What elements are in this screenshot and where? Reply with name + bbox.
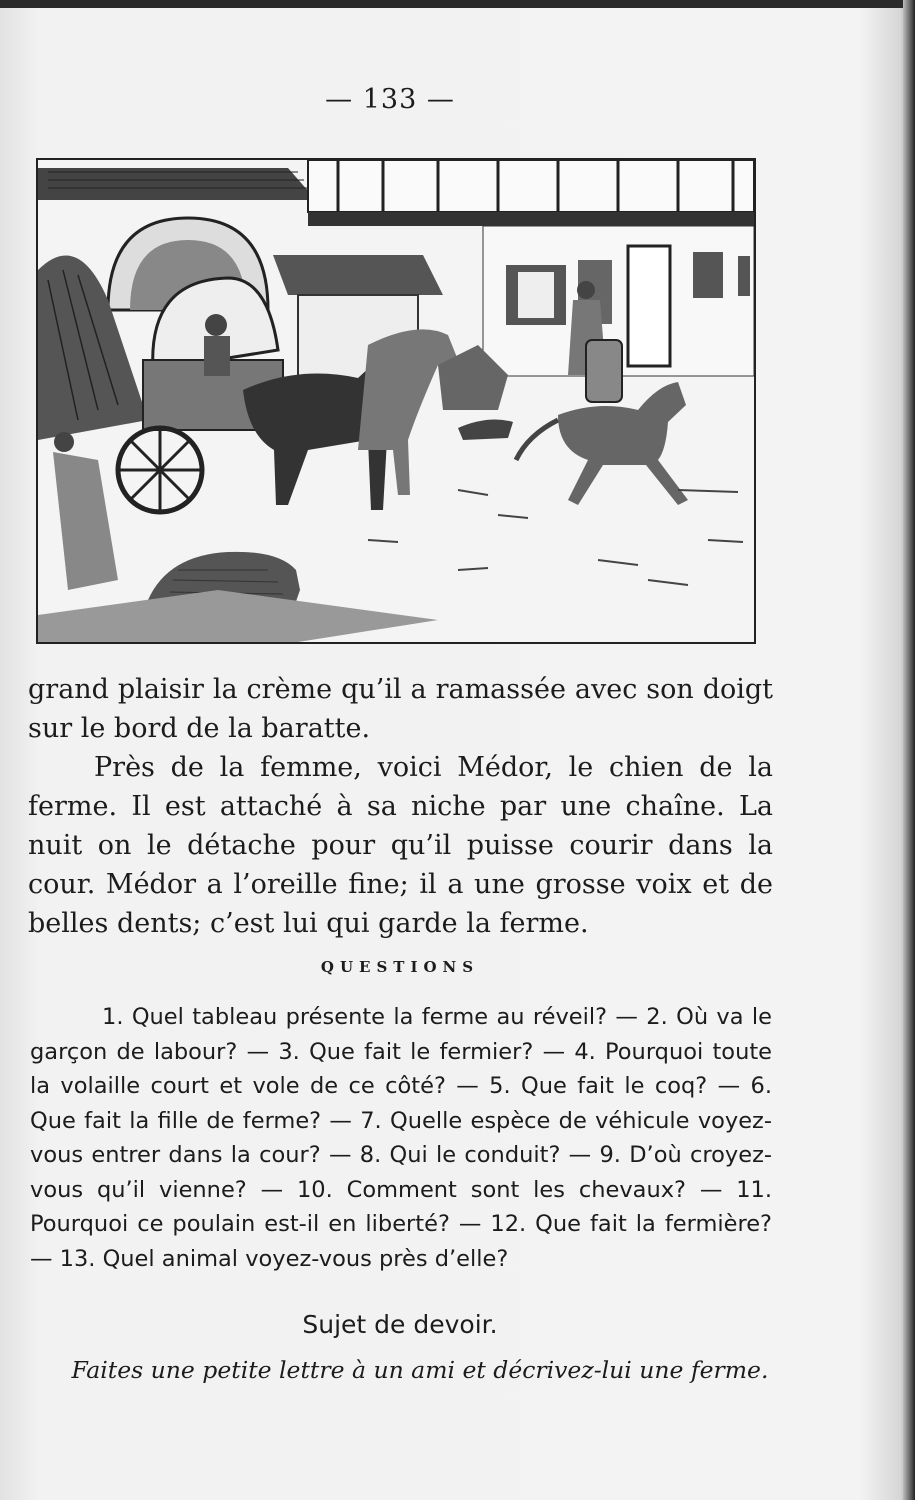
questions-heading: QUESTIONS [320,958,480,976]
farm-courtyard-illustration [36,158,756,644]
paragraph-crème: grand plaisir la crème qu’il a ramassée avec son doigt sur le bord de la baratte. [28,674,773,744]
assignment-title: Sujet de devoir. [302,1310,498,1339]
paragraph-medor: Près de la femme, voici Médor, le chien de la ferme. Il est attaché à sa niche par une chaîne. La nuit on le détache pour qu’il puisse courir dans la cour. Médor a l’oreille fine; il a une grosse voix et de belles dents; c’est lui qui garde la ferme. [28,752,773,939]
page-top-edge [0,0,915,8]
page-binding-shadow [903,0,915,1500]
questions-list: 1. Quel tableau présente la ferme au réveil? — 2. Où va le garçon de labour? — 3. Que fait le fermier? — 4. Pourquoi toute la volaille court et vole de ce côté? — 5. Que fait le coq? — 6. Que fait la fille de ferme? — 7. Quelle espèce de véhicule voyez-vous entrer dans la cour? — 8. Qui le conduit? — 9. D’où croyez-vous qu’il vienne? — 10. Comment sont les chevaux? — 11. Pourquoi ce poulain est-il en liberté? — 12. Que fait la fermière? — 13. Quel animal voyez-vous près d’elle? [30,1004,772,1272]
page-number: — 133 — [325,84,455,115]
assignment-instruction: Faites une petite lettre à un ami et décrivez-lui une ferme. [71,1356,769,1384]
